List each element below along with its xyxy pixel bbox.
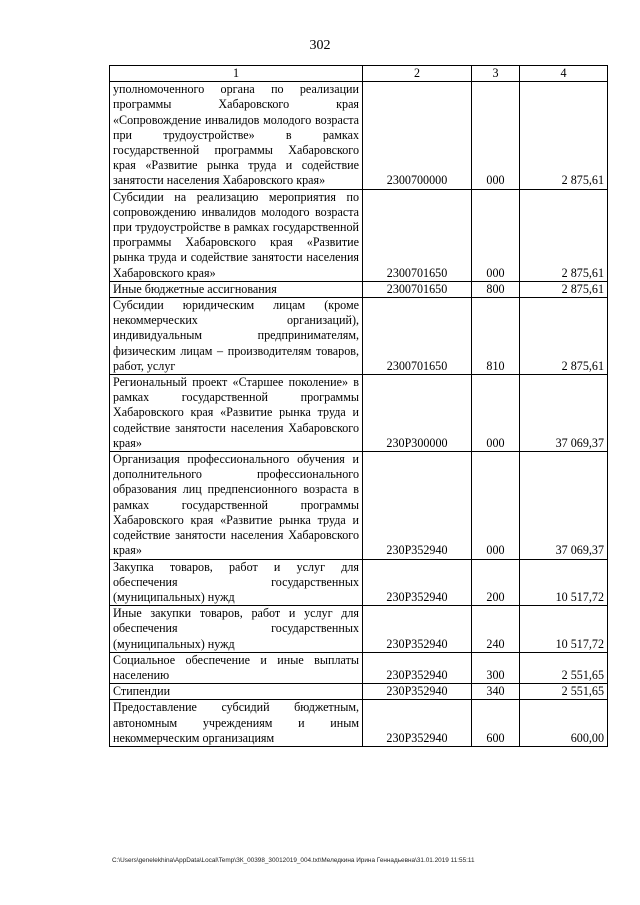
row-name: Иные закупки товаров, работ и услуг для обеспечения государственных (муниципальных) нужд (110, 606, 363, 653)
row-amount: 37 069,37 (520, 452, 608, 559)
row-type: 300 (472, 652, 520, 683)
row-type: 810 (472, 298, 520, 375)
row-amount: 2 875,61 (520, 298, 608, 375)
row-amount: 2 875,61 (520, 281, 608, 297)
header-col-4: 4 (520, 66, 608, 82)
row-type: 000 (472, 375, 520, 452)
row-code: 230P352940 (363, 652, 472, 683)
table-row (110, 606, 608, 653)
table-row (110, 652, 608, 683)
row-code: 2300701650 (363, 189, 472, 281)
row-amount: 2 875,61 (520, 189, 608, 281)
row-code: 2300701650 (363, 298, 472, 375)
file-path-footer: C:\Users\genelekhina\AppData\Local\Temp\ЗК_00398_30012019_004.txt\Меледкина Ирина Геннадьевна\31.01.2019 11:55:11 (112, 857, 475, 864)
row-type: 240 (472, 606, 520, 653)
row-type: 800 (472, 281, 520, 297)
row-name: Предоставление субсидий бюджетным, автономным учреждениям и иным некоммерческим организациям (110, 700, 363, 747)
row-amount: 600,00 (520, 700, 608, 747)
table-row (110, 189, 608, 281)
row-amount: 10 517,72 (520, 559, 608, 606)
row-type: 000 (472, 189, 520, 281)
table-row (110, 700, 608, 747)
row-name: Иные бюджетные ассигнования (110, 281, 363, 297)
row-type: 340 (472, 684, 520, 700)
row-name: Стипендии (110, 684, 363, 700)
row-name: Субсидии юридическим лицам (кроме некоммерческих организаций), индивидуальным предпринимателям, физическим лицам – производителям товаров, работ, услуг (110, 298, 363, 375)
table-row (110, 375, 608, 452)
header-row (110, 66, 608, 82)
row-name: Организация профессионального обучения и дополнительного профессионального образования лиц предпенсионного возраста в рамках государственной программы Хабаровского края «Развитие рынка труда и содействие занятости населения Хабаровского края» (110, 452, 363, 559)
row-code: 230P352940 (363, 684, 472, 700)
row-code: 230P300000 (363, 375, 472, 452)
row-name: Социальное обеспечение и иные выплаты населению (110, 652, 363, 683)
table-row (110, 452, 608, 559)
budget-table (109, 65, 608, 747)
row-name: Региональный проект «Старшее поколение» в рамках государственной программы Хабаровского края «Развитие рынка труда и содействие занятости населения Хабаровского края» (110, 375, 363, 452)
row-type: 000 (472, 82, 520, 189)
row-code: 2300701650 (363, 281, 472, 297)
row-amount: 2 551,65 (520, 684, 608, 700)
page-number: 302 (309, 38, 331, 53)
row-type: 000 (472, 452, 520, 559)
row-name: Субсидии на реализацию мероприятия по сопровождению инвалидов молодого возраста при трудоустройстве в рамках государственной программы Хабаровского края «Развитие рынка труда и содействие занятости населения Хабаровского края» (110, 189, 363, 281)
row-type: 200 (472, 559, 520, 606)
table-row (110, 559, 608, 606)
row-amount: 2 551,65 (520, 652, 608, 683)
row-amount: 37 069,37 (520, 375, 608, 452)
table-row (110, 281, 608, 297)
table-row (110, 684, 608, 700)
row-amount: 2 875,61 (520, 82, 608, 189)
row-name: Закупка товаров, работ и услуг для обеспечения государственных (муниципальных) нужд (110, 559, 363, 606)
table-row (110, 82, 608, 189)
row-name: уполномоченного органа по реализации программы Хабаровского края «Сопровождение инвалидов молодого возраста при трудоустройстве» в рамках государственной программы Хабаровского края «Развитие рынка труда и содействие занятости населения Хабаровского края» (110, 82, 363, 189)
row-type: 600 (472, 700, 520, 747)
table-row (110, 298, 608, 375)
header-col-2: 2 (363, 66, 472, 82)
row-code: 230P352940 (363, 452, 472, 559)
header-col-3: 3 (472, 66, 520, 82)
header-col-1: 1 (110, 66, 363, 82)
row-code: 230P352940 (363, 559, 472, 606)
row-code: 230P352940 (363, 700, 472, 747)
row-amount: 10 517,72 (520, 606, 608, 653)
row-code: 230P352940 (363, 606, 472, 653)
row-code: 2300700000 (363, 82, 472, 189)
